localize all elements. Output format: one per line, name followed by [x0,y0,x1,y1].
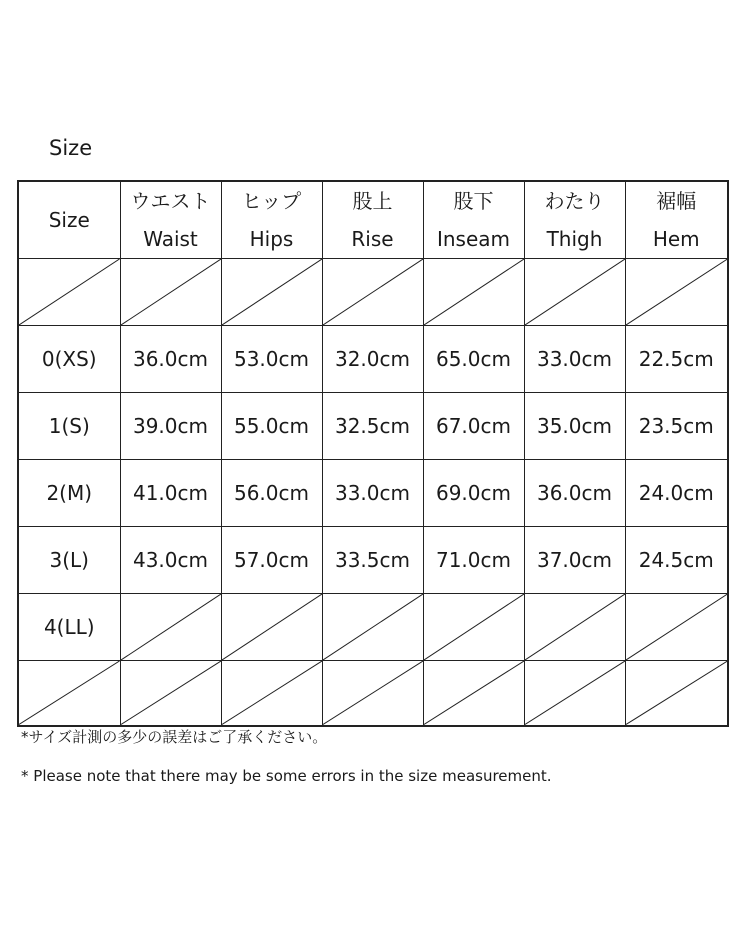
value-cell: 56.0cm [221,460,322,527]
column-header-rise [322,181,423,259]
column-header-jp: ヒップ [241,189,302,213]
diagonal-slash [525,259,625,325]
value-cell: 71.0cm [423,527,524,594]
diagonal-slash [121,259,221,325]
diagonal-line [121,661,221,725]
diagonal-line [222,259,322,325]
column-header-thigh [524,181,625,259]
diagonal-slash [323,259,423,325]
diagonal-slash [121,594,221,660]
empty-cell [524,594,625,661]
value-cell: 32.0cm [322,326,423,393]
value-cell: 41.0cm [120,460,221,527]
measurement-note-en: * Please note that there may be some errors in the size measurement. [21,767,552,785]
diagonal-slash [525,594,625,660]
value-cell: 65.0cm [423,326,524,393]
size-table [17,180,729,727]
empty-cell [221,594,322,661]
diagonal-line [19,259,120,325]
value-cell: 53.0cm [221,326,322,393]
diagonal-line [19,661,120,725]
diagonal-slash [626,259,728,325]
value-cell: 22.5cm [625,326,728,393]
empty-cell [120,661,221,726]
value-cell: 32.5cm [322,393,423,460]
column-header-jp: わたり [544,189,605,213]
diagonal-slash [19,259,120,325]
value-cell: 33.0cm [322,460,423,527]
empty-cell [322,661,423,726]
value-cell: 24.5cm [625,527,728,594]
value-cell: 36.0cm [120,326,221,393]
diagonal-slash [525,661,625,725]
column-header-jp: 股上 [352,189,393,213]
diagonal-slash [121,661,221,725]
table-row [18,527,728,594]
column-header-inseam [423,181,524,259]
diagonal-line [626,594,728,660]
value-cell: 67.0cm [423,393,524,460]
diagonal-line [424,661,524,725]
table-row [18,393,728,460]
column-header-en: Hips [249,227,294,251]
table-row [18,460,728,527]
empty-cell [524,259,625,326]
empty-cell [322,594,423,661]
diagonal-slash [222,661,322,725]
table-row [18,594,728,661]
diagonal-line [424,594,524,660]
column-header-en: Hem [652,227,700,251]
column-header-en: Inseam [436,227,511,251]
value-cell: 39.0cm [120,393,221,460]
size-cell: 1(S) [18,393,120,460]
diagonal-line [121,594,221,660]
diagonal-slash [323,594,423,660]
value-cell: 23.5cm [625,393,728,460]
empty-row [18,661,728,726]
empty-cell [221,661,322,726]
diagonal-slash [424,259,524,325]
diagonal-slash [424,661,524,725]
size-cell: 3(L) [18,527,120,594]
empty-cell [625,259,728,326]
diagonal-line [525,661,625,725]
diagonal-line [525,259,625,325]
diagonal-line [626,661,728,725]
measurement-note-jp: *サイズ計測の多少の誤差はご了承ください。 [21,728,328,746]
value-cell: 57.0cm [221,527,322,594]
diagonal-slash [626,594,728,660]
empty-cell [120,594,221,661]
diagonal-line [323,594,423,660]
diagonal-line [525,594,625,660]
size-cell: 0(XS) [18,326,120,393]
empty-cell [120,259,221,326]
diagonal-line [222,661,322,725]
diagonal-slash [424,594,524,660]
value-cell: 43.0cm [120,527,221,594]
empty-cell [423,259,524,326]
value-cell: 55.0cm [221,393,322,460]
table-row [18,326,728,393]
empty-cell [18,661,120,726]
column-header-en: Waist [143,227,198,251]
empty-cell [18,259,120,326]
diagonal-line [121,259,221,325]
column-header-jp: ウエスト [130,189,211,213]
diagonal-line [626,259,728,325]
column-header-jp: 股下 [453,189,494,213]
column-header-hips [221,181,322,259]
column-header-hem [625,181,728,259]
empty-cell [625,594,728,661]
empty-cell [322,259,423,326]
empty-cell [423,594,524,661]
column-header-waist [120,181,221,259]
size-cell: 2(M) [18,460,120,527]
value-cell: 37.0cm [524,527,625,594]
empty-cell [625,661,728,726]
header-row [18,181,728,259]
empty-row [18,259,728,326]
diagonal-slash [626,661,728,725]
column-header-en: Rise [351,227,394,251]
diagonal-line [323,259,423,325]
value-cell: 35.0cm [524,393,625,460]
size-header-cell: Size [18,181,120,259]
diagonal-slash [19,661,120,725]
empty-cell [221,259,322,326]
diagonal-line [323,661,423,725]
diagonal-line [424,259,524,325]
value-cell: 69.0cm [423,460,524,527]
value-cell: 36.0cm [524,460,625,527]
page-title: Size [49,136,93,160]
empty-cell [524,661,625,726]
diagonal-slash [323,661,423,725]
diagonal-line [222,594,322,660]
value-cell: 33.5cm [322,527,423,594]
diagonal-slash [222,594,322,660]
column-header-en: Thigh [546,227,603,251]
value-cell: 33.0cm [524,326,625,393]
size-cell: 4(LL) [18,594,120,661]
value-cell: 24.0cm [625,460,728,527]
column-header-jp: 裾幅 [656,189,697,213]
empty-cell [423,661,524,726]
diagonal-slash [222,259,322,325]
